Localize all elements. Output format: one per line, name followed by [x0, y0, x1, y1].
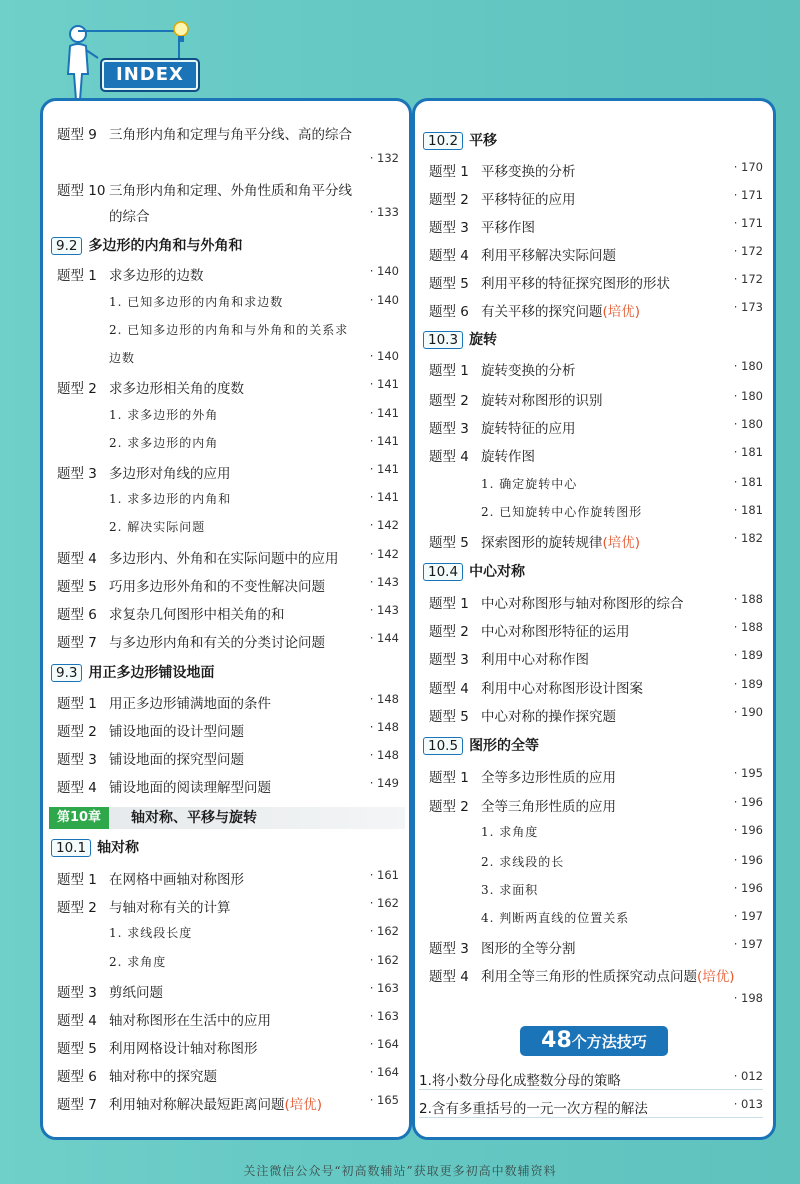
- item-text: 2. 解决实际问题: [109, 520, 206, 534]
- item-text: 2. 求角度: [109, 955, 167, 969]
- item-text: 利用全等三角形的性质探究动点问题: [481, 969, 697, 985]
- item-text: 求复杂几何图形中相关角的和: [109, 607, 285, 623]
- page-number: · 188: [733, 592, 763, 606]
- toc-subitem: [429, 475, 763, 492]
- toc-item: [429, 620, 763, 640]
- toc-item: [57, 720, 399, 740]
- toc-item: [57, 896, 399, 916]
- page-number: · 162: [369, 924, 399, 938]
- page-number: · 141: [369, 462, 399, 476]
- item-tag: 题型 3: [429, 421, 469, 437]
- toc-item: [429, 445, 763, 465]
- item-tag: 题型 2: [429, 799, 469, 815]
- toc-subitem: [57, 490, 399, 507]
- tip-text: 1.将小数分母化成整数分母的策略: [419, 1073, 621, 1089]
- page-number: · 143: [369, 603, 399, 617]
- item-text: 1. 已知多边形的内角和求边数: [109, 295, 284, 309]
- item-tag: 题型 5: [429, 709, 469, 725]
- toc-item: [429, 359, 763, 379]
- page-number: · 013: [733, 1097, 763, 1111]
- page-number: · 141: [369, 490, 399, 504]
- page-number: · 171: [733, 216, 763, 230]
- toc-item: [57, 547, 399, 567]
- item-tag: 题型 2: [57, 381, 97, 397]
- toc-item: [57, 868, 399, 888]
- section-title: 平移: [469, 133, 498, 149]
- section-heading: [423, 130, 497, 150]
- toc-item: [57, 205, 399, 225]
- section-title: 中心对称: [469, 564, 526, 580]
- page-number: · 180: [733, 417, 763, 431]
- page-number: · 144: [369, 631, 399, 645]
- toc-subitem: [429, 823, 763, 840]
- toc-item: [429, 937, 763, 957]
- item-tag: 题型 1: [429, 596, 469, 612]
- toc-item: [57, 462, 399, 482]
- toc-item: [57, 264, 399, 284]
- item-tag: 题型 4: [429, 681, 469, 697]
- toc-item: [57, 748, 399, 768]
- item-text: 2. 求多边形的内角: [109, 436, 219, 450]
- toc-item: [57, 603, 399, 623]
- page-number: · 140: [369, 349, 399, 363]
- page-number: · 165: [369, 1093, 399, 1107]
- item-text: 2. 已知多边形的内角和与外角和的关系求: [109, 323, 349, 337]
- item-text: 利用平移的特征探究图形的形状: [481, 276, 670, 292]
- page-number: · 143: [369, 575, 399, 589]
- page-number: · 162: [369, 953, 399, 967]
- toc-item: [57, 1009, 399, 1029]
- lightbulb-icon: [172, 20, 190, 46]
- page-number: · 164: [369, 1037, 399, 1051]
- item-tag: 题型 4: [57, 551, 97, 567]
- page-number: · 142: [369, 518, 399, 532]
- item-tag: 题型 2: [57, 900, 97, 916]
- toc-item: [57, 123, 399, 165]
- item-text: 与多边形内角和有关的分类讨论问题: [109, 635, 325, 651]
- page-number: · 140: [369, 264, 399, 278]
- page-number: · 180: [733, 359, 763, 373]
- tips-badge: [520, 1026, 668, 1056]
- item-tag: 题型 3: [429, 220, 469, 236]
- toc-subitem: [57, 349, 399, 366]
- toc-item: [429, 965, 763, 985]
- item-tag: 题型 2: [429, 192, 469, 208]
- section-heading: [423, 735, 539, 755]
- page-number: · 189: [733, 677, 763, 691]
- toc-item: [57, 575, 399, 595]
- page-number: · 197: [733, 909, 763, 923]
- toc-subitem: [57, 953, 399, 970]
- item-tag: 题型 4: [429, 969, 469, 985]
- item-text: 旋转特征的应用: [481, 421, 576, 437]
- item-tag: 题型 4: [57, 780, 97, 796]
- toc-item: [429, 705, 763, 725]
- item-text: 铺设地面的阅读理解型问题: [109, 780, 271, 796]
- toc-item: [429, 417, 763, 437]
- item-text: 与轴对称有关的计算: [109, 900, 231, 916]
- page-number: · 170: [733, 160, 763, 174]
- toc-item: [429, 188, 763, 208]
- page-number: · 164: [369, 1065, 399, 1079]
- item-text: 利用网格设计轴对称图形: [109, 1041, 258, 1057]
- section-number: 9.3: [51, 664, 82, 682]
- item-text: 三角形内角和定理、外角性质和角平分线: [109, 183, 352, 199]
- item-tag: 题型 6: [57, 1069, 97, 1085]
- page-number: · 172: [733, 244, 763, 258]
- page-number: · 142: [369, 547, 399, 561]
- section-heading: [51, 837, 139, 857]
- page-number: · 190: [733, 705, 763, 719]
- item-text: 1. 确定旋转中心: [481, 477, 578, 491]
- chapter-title: 轴对称、平移与旋转: [131, 810, 257, 826]
- item-tag: 题型 4: [429, 248, 469, 264]
- item-text: 中心对称图形特征的运用: [481, 624, 630, 640]
- page-number: · 180: [733, 389, 763, 403]
- item-tag: 题型 5: [57, 579, 97, 595]
- toc-subitem: [57, 924, 399, 941]
- item-text: 多边形内、外角和在实际问题中的应用: [109, 551, 339, 567]
- section-heading: [51, 235, 242, 255]
- page-number: · 012: [733, 1069, 763, 1083]
- item-text: 巧用多边形外角和的不变性解决问题: [109, 579, 325, 595]
- item-text: 全等三角形性质的应用: [481, 799, 616, 815]
- item-text: 在网格中画轴对称图形: [109, 872, 244, 888]
- toc-item: [57, 631, 399, 651]
- toc-item: [429, 300, 763, 320]
- page-number: · 162: [369, 896, 399, 910]
- toc-item: [429, 592, 763, 612]
- item-tag: 题型 1: [57, 872, 97, 888]
- item-tag: 题型 3: [429, 941, 469, 957]
- item-tag: 题型 9: [57, 127, 97, 143]
- right-panel: [412, 98, 776, 1140]
- item-text: 1. 求多边形的外角: [109, 408, 219, 422]
- toc-item: [429, 160, 763, 180]
- item-tag: 题型 5: [57, 1041, 97, 1057]
- item-tag: 题型 2: [429, 624, 469, 640]
- item-tag: 题型 6: [57, 607, 97, 623]
- item-tag: 题型 1: [429, 770, 469, 786]
- item-text: 2. 求线段的长: [481, 855, 565, 869]
- item-tag: 题型 5: [429, 535, 469, 551]
- page-number: · 181: [733, 503, 763, 517]
- page-number: · 188: [733, 620, 763, 634]
- toc-item: [429, 795, 763, 815]
- advanced-tag: (培优): [602, 535, 641, 551]
- item-text: 图形的全等分割: [481, 941, 576, 957]
- page-number: · 161: [369, 868, 399, 882]
- item-text: 1. 求多边形的内角和: [109, 492, 232, 506]
- page-number: · 141: [369, 377, 399, 391]
- page-number: · 172: [733, 272, 763, 286]
- toc-subitem: [429, 503, 763, 520]
- item-tag: 题型 4: [57, 1013, 97, 1029]
- item-tag: 题型 2: [57, 724, 97, 740]
- page-number: · 181: [733, 475, 763, 489]
- toc-item: [429, 766, 763, 786]
- toc-item: [429, 677, 763, 697]
- toc-item: [57, 776, 399, 796]
- page-number: · 196: [733, 823, 763, 837]
- advanced-tag: (培优): [697, 969, 735, 985]
- page-number: · 197: [733, 937, 763, 951]
- item-tag: 题型 1: [429, 363, 469, 379]
- item-tag: 题型 1: [57, 696, 97, 712]
- item-text: 三角形内角和定理与角平分线、高的综合: [109, 127, 352, 143]
- item-tag: 题型 6: [429, 304, 469, 320]
- toc-subitem: [57, 434, 399, 451]
- item-text: 利用中心对称图形设计图案: [481, 681, 643, 697]
- item-text: 铺设地面的探究型问题: [109, 752, 244, 768]
- section-title: 多边形的内角和与外角和: [88, 238, 243, 254]
- tips-count: 48: [541, 1028, 572, 1053]
- page-number: · 148: [369, 692, 399, 706]
- item-text: 轴对称中的探究题: [109, 1069, 217, 1085]
- section-title: 图形的全等: [469, 738, 540, 754]
- page-number: · 195: [733, 766, 763, 780]
- page-number: · 189: [733, 648, 763, 662]
- item-text: 旋转变换的分析: [481, 363, 576, 379]
- item-text: 用正多边形铺满地面的条件: [109, 696, 271, 712]
- item-tag: 题型 3: [57, 752, 97, 768]
- page-number: · 141: [369, 434, 399, 448]
- item-text: 求多边形相关角的度数: [109, 381, 244, 397]
- item-tag: 题型 3: [57, 466, 97, 482]
- toc-item: [429, 244, 763, 264]
- toc-item: [429, 272, 763, 292]
- item-text: 利用轴对称解决最短距离问题: [109, 1097, 285, 1113]
- section-title: 旋转: [469, 332, 498, 348]
- item-text: 利用平移解决实际问题: [481, 248, 616, 264]
- chapter-banner: [49, 807, 405, 829]
- wire-decoration: [78, 30, 180, 60]
- section-heading: [51, 662, 214, 682]
- tip-item: [419, 1069, 763, 1089]
- item-tag: 题型 10: [57, 183, 106, 199]
- toc-subitem: [57, 518, 399, 535]
- page-number: · 149: [369, 776, 399, 790]
- divider: [419, 1089, 763, 1090]
- page-number: · 163: [369, 981, 399, 995]
- page-number: · 196: [733, 853, 763, 867]
- item-text: 中心对称的操作探究题: [481, 709, 616, 725]
- item-text: 旋转对称图形的识别: [481, 393, 603, 409]
- toc-item: [429, 389, 763, 409]
- section-heading: [423, 329, 497, 349]
- divider: [419, 1117, 763, 1118]
- item-tag: 题型 7: [57, 635, 97, 651]
- page-number: · 196: [733, 881, 763, 895]
- item-text: 平移特征的应用: [481, 192, 576, 208]
- section-number: 10.1: [51, 839, 91, 857]
- toc-item: [57, 692, 399, 712]
- page-number: · 163: [369, 1009, 399, 1023]
- item-tag: 题型 4: [429, 449, 469, 465]
- toc-item: [429, 216, 763, 236]
- toc-item: [57, 179, 399, 199]
- item-text: 2. 已知旋转中心作旋转图形: [481, 505, 643, 519]
- item-text: 有关平移的探究问题: [481, 304, 603, 320]
- item-text: 平移变换的分析: [481, 164, 576, 180]
- advanced-tag: (培优): [602, 304, 641, 320]
- section-title: 轴对称: [97, 840, 140, 856]
- item-text: 中心对称图形与轴对称图形的综合: [481, 596, 684, 612]
- page-number: · 173: [733, 300, 763, 314]
- page-number: · 148: [369, 720, 399, 734]
- item-tag: 题型 1: [429, 164, 469, 180]
- section-number: 10.2: [423, 132, 463, 150]
- toc-subitem: [429, 853, 763, 870]
- item-text: 求多边形的边数: [109, 268, 204, 284]
- item-tag: 题型 7: [57, 1097, 97, 1113]
- toc-subitem: [429, 909, 763, 926]
- page-number: · 141: [369, 406, 399, 420]
- toc-item: [57, 1037, 399, 1057]
- toc-subitem: [429, 881, 763, 898]
- item-text: 4. 判断两直线的位置关系: [481, 911, 630, 925]
- toc-item: [429, 991, 763, 1007]
- item-text: 剪纸问题: [109, 985, 163, 1001]
- toc-subitem: [57, 293, 399, 310]
- toc-item: [57, 981, 399, 1001]
- page-number: · 196: [733, 795, 763, 809]
- toc-item: [57, 1065, 399, 1085]
- tips-label: 个方法技巧: [571, 1033, 647, 1051]
- tip-text: 2.含有多重括号的一元一次方程的解法: [419, 1101, 648, 1117]
- toc-subitem: [57, 321, 399, 338]
- page-number: · 140: [369, 293, 399, 307]
- page-number: · 148: [369, 748, 399, 762]
- toc-item: [57, 1093, 399, 1113]
- section-number: 9.2: [51, 237, 82, 255]
- item-tag: 题型 5: [429, 276, 469, 292]
- page-number: · 182: [733, 531, 763, 545]
- item-text: 1. 求线段长度: [109, 926, 193, 940]
- page-number: · 132: [369, 151, 399, 165]
- item-text: 轴对称图形在生活中的应用: [109, 1013, 271, 1029]
- item-text: 的综合: [109, 209, 150, 225]
- tip-item: [419, 1097, 763, 1117]
- advanced-tag: (培优): [284, 1097, 323, 1113]
- item-text: 多边形对角线的应用: [109, 466, 231, 482]
- section-heading: [423, 561, 525, 581]
- index-tab: INDEX: [100, 58, 200, 92]
- item-text: 铺设地面的设计型问题: [109, 724, 244, 740]
- item-text: 探索图形的旋转规律: [481, 535, 603, 551]
- item-text: 1. 求角度: [481, 825, 539, 839]
- section-title: 用正多边形铺设地面: [88, 665, 215, 681]
- chapter-number: 第10章: [49, 807, 109, 829]
- toc-subitem: [57, 406, 399, 423]
- toc-item: [57, 377, 399, 397]
- item-text: 旋转作图: [481, 449, 535, 465]
- item-text: 平移作图: [481, 220, 535, 236]
- section-number: 10.5: [423, 737, 463, 755]
- footer-note: 关注微信公众号“初高数辅站”获取更多初高中数辅资料: [243, 1164, 557, 1178]
- page-number: · 133: [369, 205, 399, 219]
- item-tag: 题型 2: [429, 393, 469, 409]
- item-text: 边数: [109, 351, 136, 365]
- item-tag: 题型 3: [429, 652, 469, 668]
- item-tag: 题型 1: [57, 268, 97, 284]
- toc-item: [429, 531, 763, 551]
- left-panel: [40, 98, 412, 1140]
- section-number: 10.4: [423, 563, 463, 581]
- item-text: 利用中心对称作图: [481, 652, 589, 668]
- page-number: · 171: [733, 188, 763, 202]
- section-number: 10.3: [423, 331, 463, 349]
- toc-item: [429, 648, 763, 668]
- item-tag: 题型 3: [57, 985, 97, 1001]
- page-number: · 198: [733, 991, 763, 1005]
- item-text: 全等多边形性质的应用: [481, 770, 616, 786]
- page-number: · 181: [733, 445, 763, 459]
- item-text: 3. 求面积: [481, 883, 539, 897]
